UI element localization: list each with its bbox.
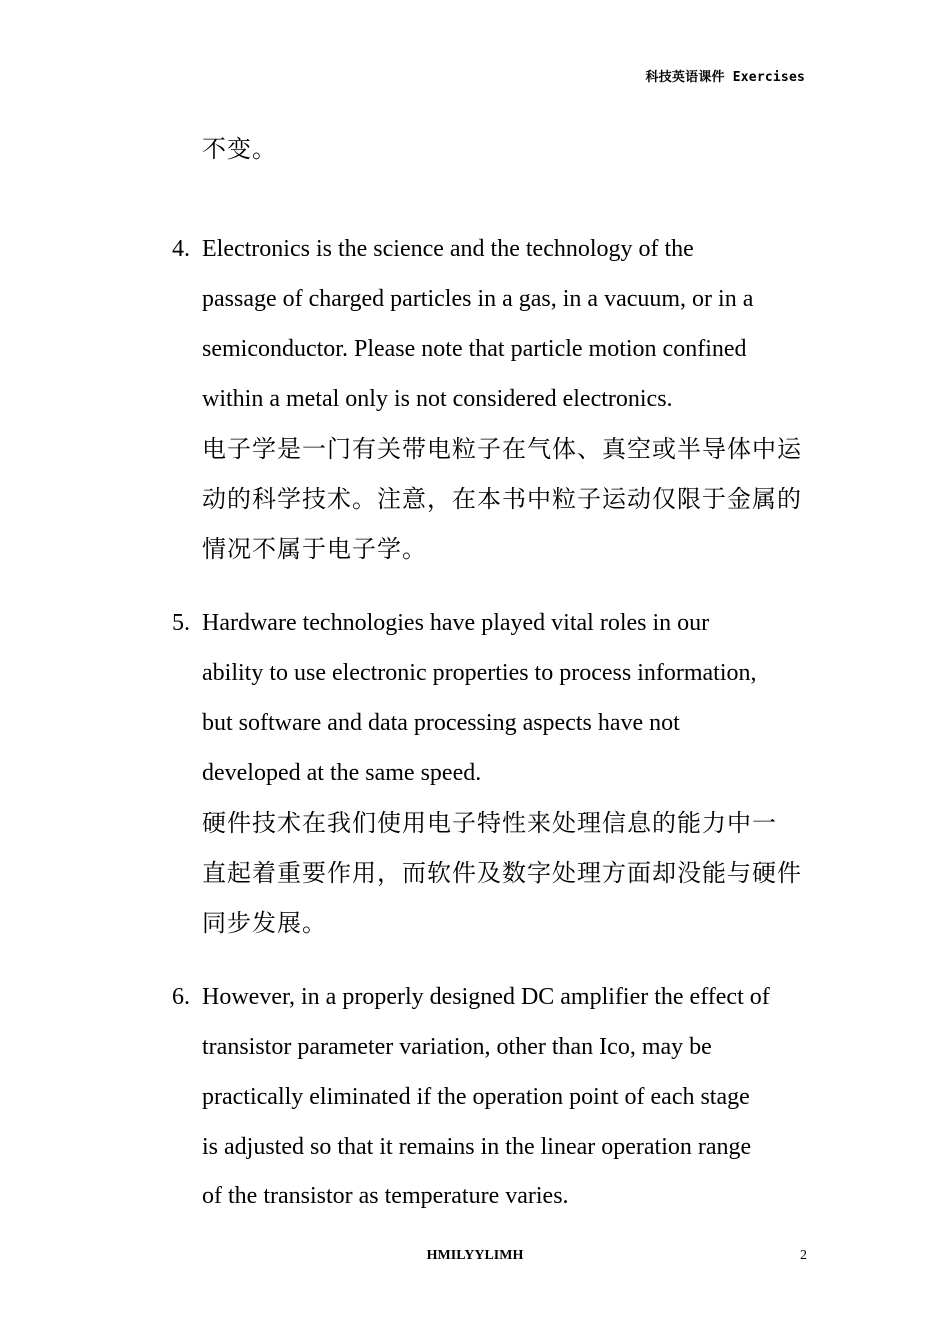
carry-over-text: 不变。: [202, 135, 277, 163]
item-english-line: but software and data processing aspects have not: [202, 710, 680, 736]
item-chinese-line: 同步发展。: [202, 909, 327, 937]
item-english-line: is adjusted so that it remains in the linear operation range: [202, 1134, 752, 1160]
item-english-line: Electronics is the science and the technology of the: [202, 236, 694, 262]
item-english-line: within a metal only is not considered electronics.: [202, 386, 673, 412]
item-chinese-line: 电子学是一门有关带电粒子在气体、真空或半导体中运: [202, 435, 802, 463]
item-chinese-line: 情况不属于电子学。: [202, 535, 427, 563]
footer-author: HMILYYLIMH: [426, 1248, 524, 1263]
item-english-line: passage of charged particles in a gas, in a vacuum, or in a: [202, 286, 754, 312]
item-english-line: transistor parameter variation, other than Ico, may be: [202, 1034, 712, 1060]
item-english-line: practically eliminated if the operation point of each stage: [202, 1084, 750, 1110]
item-number: 6.: [172, 984, 190, 1010]
item-english-line: semiconductor. Please note that particle motion confined: [202, 336, 747, 362]
item-chinese-line: 直起着重要作用，而软件及数字处理方面却没能与硬件: [202, 859, 802, 887]
item-chinese-line: 硬件技术在我们使用电子特性来处理信息的能力中一: [202, 809, 777, 837]
item-english-line: However, in a properly designed DC amplifier the effect of: [202, 984, 770, 1010]
item-english-line: developed at the same speed.: [202, 760, 482, 786]
page-header: 科技英语课件 Exercises: [645, 70, 805, 85]
item-chinese-line: 动的科学技术。注意，在本书中粒子运动仅限于金属的: [202, 485, 802, 513]
item-number: 5.: [172, 610, 190, 636]
item-english-line: of the transistor as temperature varies.: [202, 1183, 569, 1209]
item-english-line: Hardware technologies have played vital roles in our: [202, 610, 710, 636]
page-number: 2: [800, 1248, 807, 1263]
item-english-line: ability to use electronic properties to process information,: [202, 660, 757, 686]
item-number: 4.: [172, 236, 190, 262]
